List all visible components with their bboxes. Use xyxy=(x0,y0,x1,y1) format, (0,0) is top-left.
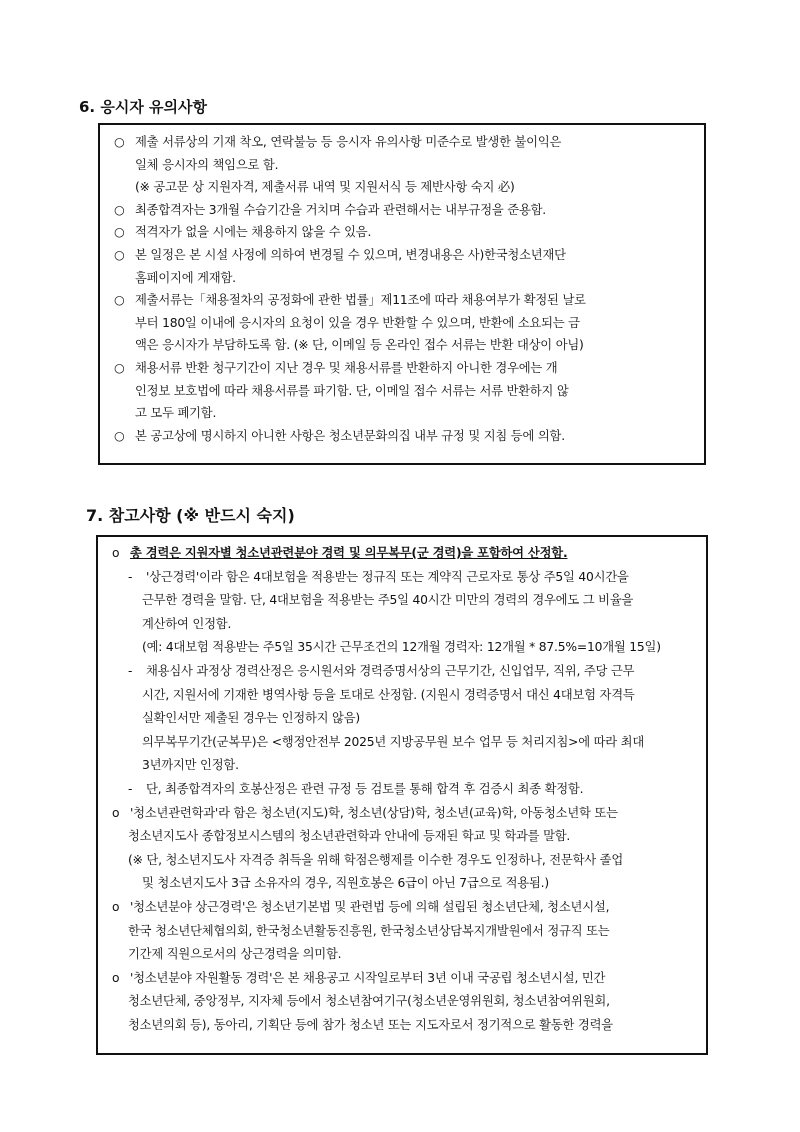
list-item: ○ 채용서류 반환 청구기간이 지난 경우 및 채용서류를 반환하지 아니한 경우에는 개 xyxy=(100,357,704,380)
small-circle-bullet-icon: o xyxy=(112,899,120,914)
sub-item-continuation: 3년까지만 인정함. xyxy=(142,758,239,773)
section-7-box xyxy=(96,535,708,1055)
sub-item-continuation: 근무한 경력을 말함. 단, 4대보험을 적용받는 주5일 40시간 미만의 경력의 경우에도 그 비율을 xyxy=(142,593,634,608)
list-item: ○ 최종합격자는 3개월 수습기간을 거치며 수습과 관련해서는 내부규정을 준용함. xyxy=(100,199,704,222)
circle-bullet-icon: ○ xyxy=(114,247,125,262)
list-item: ○ 본 공고상에 명시하지 아니한 사항은 청소년문화의집 내부 규정 및 지침 등에 의함. xyxy=(100,425,704,448)
list-item-continuation: 청소년의회 등), 동아리, 기획단 등에 참가 청소년 또는 지도자로서 정기적으로 활동한 경력을 xyxy=(128,1017,613,1032)
list-item-continuation: 인정보 보호법에 따라 채용서류를 파기함. 단, 이메일 접수 서류는 서류 반환하지 않 xyxy=(135,383,569,398)
list-item-note: 및 청소년지도사 3급 소유자의 경우, 직원호봉은 6급이 아닌 7급으로 적용됨.) xyxy=(142,876,549,891)
list-item: o '청소년분야 자원활동 경력'은 본 채용공고 시작일로부터 3년 이내 국공립 청소년시설, 민간 xyxy=(98,967,706,991)
dash-marker-icon: - xyxy=(128,663,133,678)
section-6-box xyxy=(98,123,706,465)
sub-item: - 단, 최종합격자의 호봉산정은 관련 규정 등 검토를 통해 합격 후 검증시 최종 확정함. xyxy=(98,778,706,802)
dash-marker-icon: - xyxy=(128,781,133,796)
list-item: ○ 적격자가 없을 시에는 채용하지 않을 수 있음. xyxy=(100,221,704,244)
sub-item-example: (예: 4대보험 적용받는 주5일 35시간 근무조건의 12개월 경력자: 12개월 * 87.5%=10개월 15일) xyxy=(142,640,661,655)
list-item-note: (※ 공고문 상 지원자격, 제출서류 내역 및 지원서식 등 제반사항 숙지 必) xyxy=(135,180,515,195)
small-circle-bullet-icon: o xyxy=(112,970,120,985)
dash-marker-icon: - xyxy=(128,569,133,584)
sub-item-continuation: 시간, 지원서에 기재한 병역사항 등을 토대로 산정함. (지원시 경력증명서 대신 4대보험 자격득 xyxy=(142,687,635,702)
list-item-continuation: 홈페이지에 게재함. xyxy=(135,270,236,285)
list-item-continuation: 한국 청소년단체협의회, 한국청소년활동진흥원, 한국청소년상담복지개발원에서 정규직 또는 xyxy=(128,923,610,938)
list-item: ○ 제출 서류상의 기재 착오, 연락불능 등 응시자 유의사항 미준수로 발생한 불이익은 xyxy=(100,131,704,154)
list-item-note: (※ 단, 청소년지도사 자격증 취득을 위해 학점은행제를 이수한 경우도 인정하나, 전문학사 졸업 xyxy=(128,852,624,867)
list-item-continuation: 고 모두 폐기함. xyxy=(135,406,217,421)
list-item: o '청소년관련학과'라 함은 청소년(지도)학, 청소년(상담)학, 청소년(교육)학, 아동청소년학 또는 xyxy=(98,802,706,826)
small-circle-bullet-icon: o xyxy=(112,805,120,820)
list-item-continuation: 청소년지도사 종합정보시스템의 청소년관련학과 안내에 등재된 학교 및 학과를 말함. xyxy=(128,829,571,844)
list-item-continuation: 청소년단체, 중앙정부, 지자체 등에서 청소년참여기구(청소년운영위원회, 청소년참여위원회, xyxy=(128,994,610,1009)
section-6-heading: 6. 응시자 유의사항 xyxy=(79,98,208,116)
list-item: ○ 제출서류는「채용절차의 공정화에 관한 법률」제11조에 따라 채용여부가 확정된 날로 xyxy=(100,289,704,312)
list-item-continuation: 일체 응시자의 책임으로 함. xyxy=(135,157,279,172)
section-7-heading: 7. 참고사항 (※ 반드시 숙지) xyxy=(86,506,295,525)
sub-item: - '상근경력'이라 함은 4대보험을 적용받는 정규직 또는 계약직 근로자로 통상 주5일 40시간을 xyxy=(98,566,706,590)
circle-bullet-icon: ○ xyxy=(114,135,125,149)
circle-bullet-icon: ○ xyxy=(114,293,125,308)
list-item: o 총 경력은 지원자별 청소년관련분야 경력 및 의무복무(군 경력)을 포함하여 산정함. xyxy=(98,542,706,566)
list-item-continuation: 부터 180일 이내에 응시자의 요청이 있을 경우 반환할 수 있으며, 반환에 소요되는 금 xyxy=(135,315,580,330)
circle-bullet-icon: ○ xyxy=(114,360,125,375)
sub-item-continuation: 실확인서만 제출된 경우는 인정하지 않음) xyxy=(142,711,360,726)
list-item: o '청소년분야 상근경력'은 청소년기본법 및 관련법 등에 의해 설립된 청소년단체, 청소년시설, xyxy=(98,896,706,920)
list-item-continuation: 액은 응시자가 부담하도록 함. (※ 단, 이메일 등 온라인 접수 서류는 반환 대상이 아님) xyxy=(135,338,584,353)
small-circle-bullet-icon: o xyxy=(112,546,120,560)
list-item-continuation: 기간제 직원으로서의 상근경력을 의미함. xyxy=(128,947,342,962)
list-item: ○ 본 일정은 본 시설 사정에 의하여 변경될 수 있으며, 변경내용은 사)한국청소년재단 xyxy=(100,244,704,267)
circle-bullet-icon: ○ xyxy=(114,225,125,240)
sub-item-continuation: 계산하여 인정함. xyxy=(142,616,232,631)
circle-bullet-icon: ○ xyxy=(114,428,125,443)
sub-item-continuation: 의무복무기간(군복무)은 <행정안전부 2025년 지방공무원 보수 업무 등 처리지침>에 따라 최대 xyxy=(142,734,645,749)
sub-item: - 채용심사 과정상 경력산정은 응시원서와 경력증명서상의 근무기간, 신입업무, 직위, 주당 근무 xyxy=(98,660,706,684)
circle-bullet-icon: ○ xyxy=(114,202,125,217)
